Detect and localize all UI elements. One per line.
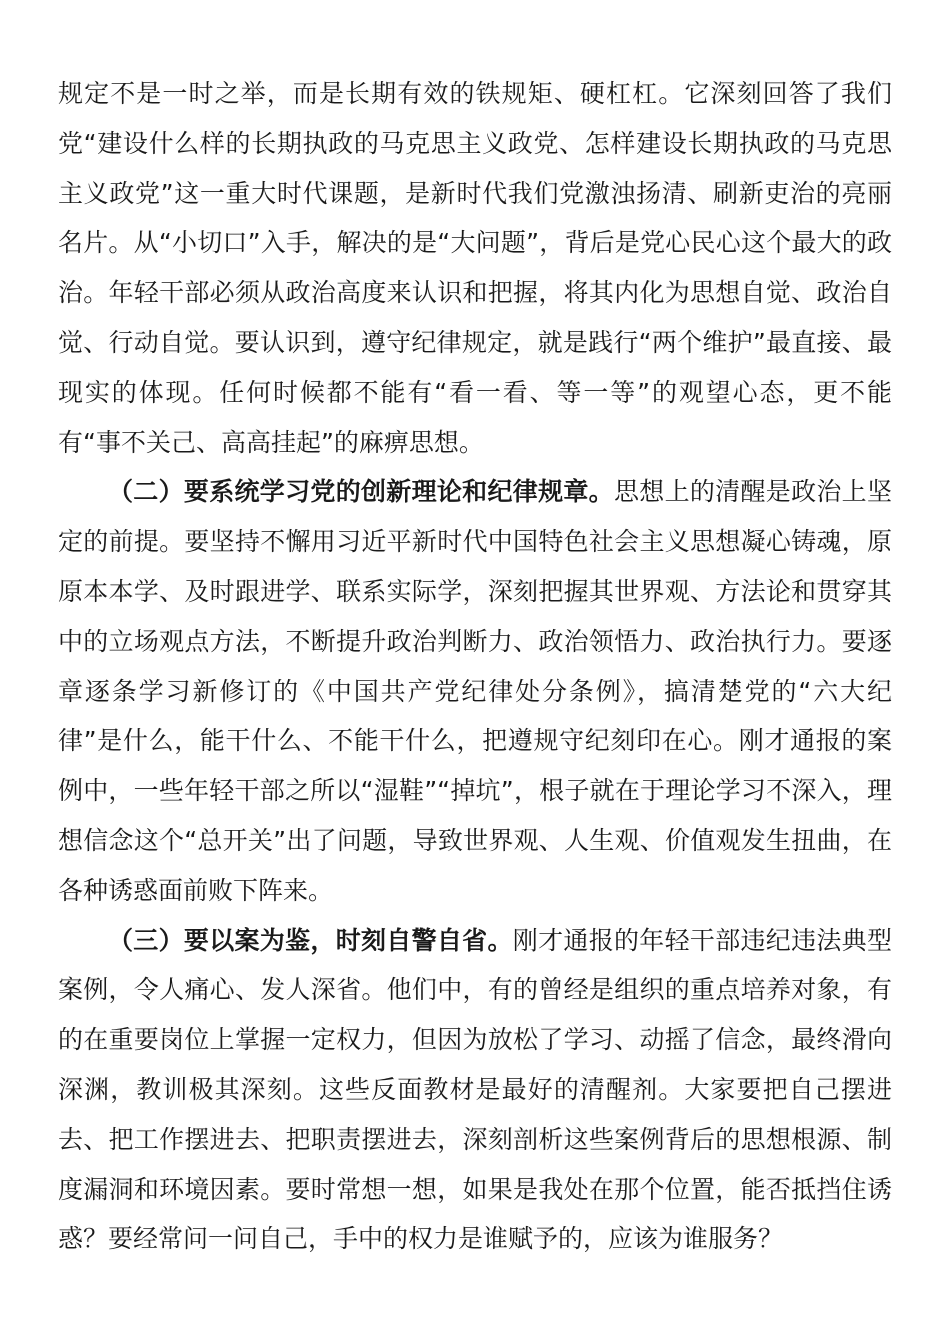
section-heading: （二）要系统学习党的创新理论和纪律规章。 [108, 477, 614, 507]
section-heading: （三）要以案为鉴，时刻自警自省。 [108, 925, 513, 955]
paragraph-continuation [58, 69, 892, 467]
paragraph-text: 刚才通报的年轻干部违纪违法典型案例，令人痛心、发人深省。他们中，有的曾经是组织的重点培养对象，有的在重要岗位上掌握一定权力，但因为放松了学习、动摇了信念，最终滑向深渊，教训极其深刻。这些反面教材是最好的清醒剂。大家要把自己摆进去、把工作摆进去、把职责摆进去，深刻剖析这些案例背后的思想根源、制度漏洞和环境因素。要时常想一想，如果是我处在那个位置，能否抵挡住诱惑？要经常问一问自己，手中的权力是谁赋予的，应该为谁服务？ [58, 925, 892, 1254]
paragraph-section-two [58, 467, 892, 915]
document-page [58, 69, 892, 1264]
paragraph-section-three [58, 916, 892, 1265]
paragraph-text: 规定不是一时之举，而是长期有效的铁规矩、硬杠杠。它深刻回答了我们党“建设什么样的长期执政的马克思主义政党、怎样建设长期执政的马克思主义政党”这一重大时代课题，是新时代我们党激浊扬清、刷新吏治的亮丽名片。从“小切口”入手，解决的是“大问题”，背后是党心民心这个最大的政治。年轻干部必须从政治高度来认识和把握，将其内化为思想自觉、政治自觉、行动自觉。要认识到，遵守纪律规定，就是践行“两个维护”最直接、最现实的体现。任何时候都不能有“看一看、等一等”的观望心态，更不能有“事不关己、高高挂起”的麻痹思想。 [58, 79, 892, 457]
paragraph-text: 思想上的清醒是政治上坚定的前提。要坚持不懈用习近平新时代中国特色社会主义思想凝心铸魂，原原本本学、及时跟进学、联系实际学，深刻把握其世界观、方法论和贯穿其中的立场观点方法，不断提升政治判断力、政治领悟力、政治执行力。要逐章逐条学习新修订的《中国共产党纪律处分条例》，搞清楚党的“六大纪律”是什么，能干什么、不能干什么，把遵规守纪刻印在心。刚才通报的案例中，一些年轻干部之所以“湿鞋”“掉坑”，根子就在于理论学习不深入，理想信念这个“总开关”出了问题，导致世界观、人生观、价值观发生扭曲，在各种诱惑面前败下阵来。 [58, 477, 892, 905]
